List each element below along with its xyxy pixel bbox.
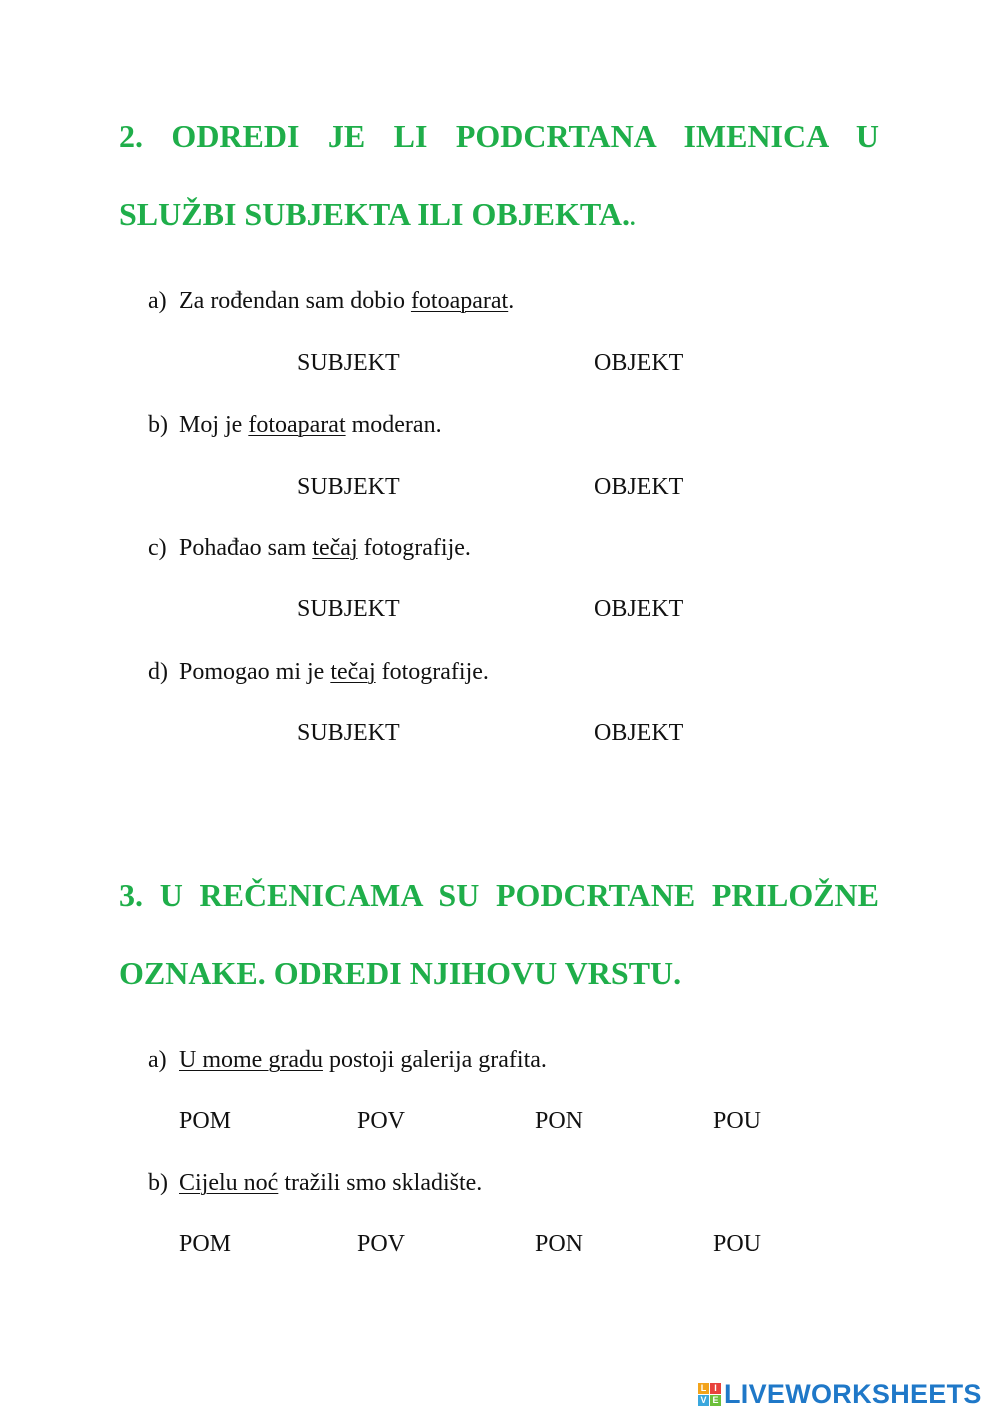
underlined-word: tečaj — [312, 535, 358, 561]
task2-question-a — [148, 288, 514, 315]
task2-title-line1: 2. ODREDI JE LI PODCRTANA IMENICA U — [119, 118, 879, 154]
question-text: . — [508, 288, 515, 314]
option-subjekt-b[interactable]: SUBJEKT — [297, 474, 400, 500]
task2-title-dot: . — [629, 205, 636, 230]
option-pov-a[interactable]: POV — [357, 1108, 406, 1134]
question-label: a) — [148, 1047, 167, 1073]
option-objekt-c[interactable]: OBJEKT — [594, 596, 684, 622]
option-objekt-a[interactable]: OBJEKT — [594, 350, 684, 376]
logo-tile: I — [710, 1383, 721, 1394]
option-pou-b[interactable]: POU — [713, 1231, 762, 1257]
question-label: b) — [148, 1170, 168, 1196]
task2-question-c — [148, 535, 471, 562]
option-pon-a[interactable]: PON — [535, 1108, 584, 1134]
question-text: moderan. — [345, 412, 442, 438]
question-text: postoji galerija grafita. — [322, 1047, 547, 1073]
question-text: fotografije. — [375, 659, 489, 685]
task2-title-line2 — [119, 196, 879, 233]
task3-title-line2: OZNAKE. ODREDI NJIHOVU VRSTU. — [119, 955, 682, 991]
logo-tiles-icon — [698, 1383, 721, 1406]
task3-question-a — [148, 1047, 547, 1074]
logo-tile: L — [698, 1383, 709, 1394]
question-label: d) — [148, 659, 168, 685]
question-label: a) — [148, 288, 167, 314]
question-label: b) — [148, 412, 168, 438]
option-objekt-b[interactable]: OBJEKT — [594, 474, 684, 500]
underlined-word: fotoaparat — [410, 288, 509, 314]
option-subjekt-c[interactable]: SUBJEKT — [297, 596, 400, 622]
logo-text: LIVEWORKSHEETS — [724, 1378, 982, 1409]
liveworksheets-logo — [698, 1379, 982, 1409]
option-pou-a[interactable]: POU — [713, 1108, 762, 1134]
task2-question-b — [148, 412, 442, 439]
task2-question-d — [148, 659, 489, 686]
underlined-word: fotoaparat — [248, 412, 346, 438]
question-text: Pohađao sam — [179, 535, 313, 561]
task2-title-text: SLUŽBI SUBJEKTA ILI OBJEKTA. — [119, 196, 630, 232]
logo-tile: E — [710, 1395, 721, 1406]
question-text: tražili smo skladište. — [278, 1170, 483, 1196]
question-label: c) — [148, 535, 167, 561]
option-objekt-d[interactable]: OBJEKT — [594, 720, 684, 746]
option-pom-b[interactable]: POM — [179, 1231, 232, 1257]
question-text: Za rođendan sam dobio — [179, 288, 411, 314]
task3-question-b — [148, 1170, 482, 1197]
question-text: fotografije. — [357, 535, 471, 561]
option-pom-a[interactable]: POM — [179, 1108, 232, 1134]
question-text: Moj je — [179, 412, 249, 438]
underlined-word: tečaj — [330, 659, 376, 685]
underlined-phrase: U mome gradu — [179, 1047, 323, 1073]
underlined-phrase: Cijelu noć — [179, 1170, 279, 1196]
option-pon-b[interactable]: PON — [535, 1231, 584, 1257]
question-text: Pomogao mi je — [179, 659, 331, 685]
option-subjekt-d[interactable]: SUBJEKT — [297, 720, 400, 746]
option-subjekt-a[interactable]: SUBJEKT — [297, 350, 400, 376]
task3-title-line1: 3. U REČENICAMA SU PODCRTANE PRILOŽNE — [119, 877, 879, 913]
option-pov-b[interactable]: POV — [357, 1231, 406, 1257]
logo-tile: V — [698, 1395, 709, 1406]
